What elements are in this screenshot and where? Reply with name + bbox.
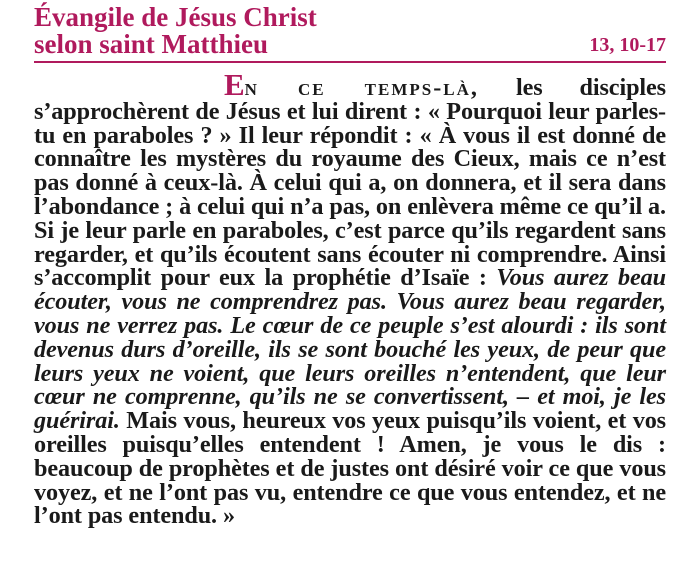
header-divider bbox=[34, 61, 666, 63]
gospel-title-line1: Évangile de Jésus Christ bbox=[34, 2, 317, 32]
gospel-passage bbox=[34, 67, 666, 530]
gospel-header bbox=[34, 4, 666, 58]
drop-cap: E bbox=[224, 67, 245, 102]
gospel-title-line2: selon saint Matthieu bbox=[34, 29, 269, 59]
isaiah-quote: Vous aurez beau écouter, vous ne comprendrez pas. Vous aurez beau regarder, vous ne verrez pas. Le cœur de ce peuple s’est alourdi : ils sont devenus durs d’oreille, ils se sont bouché les yeux, de peur que leurs yeux ne voient, que leurs oreilles n’entendent, que leur cœur ne comprenne, qu’ils ne se convertissent, – et moi, je les guérirai. bbox=[34, 264, 666, 435]
passage-text-part1: les disciples s’approchèrent de Jésus et lui dirent : « Pourquoi leur parles-tu en paraboles ? » Il leur répondit : « À vous il est donné de connaître les mystères du royaume des Cieux, mais ce n’est pas donné à ceux-là. À celui qui a, on donnera, et il sera dans l’abondance ; à celui qui n’a pas, on enlèvera même ce qu’il a. Si je leur parle en paraboles, c’est parce qu’ils regardent sans regarder, et qu’ils écoutent sans écouter ni comprendre. Ainsi s’accomplit pour eux la prophétie d’Isaïe : bbox=[34, 74, 666, 292]
passage-text-part2: Mais vous, heureux vos yeux puisqu’ils voient, et vos oreilles puisqu’elles entendent ! Amen, je vous le dis : beaucoup de prophètes et de justes ont désiré voir ce que vous voyez, et ne l’ont pas vu, entendre ce que vous entendez, et ne l’ont pas entendu. » bbox=[34, 407, 666, 530]
opening-smallcaps: n ce temps-là, bbox=[244, 74, 479, 101]
scripture-reference: 13, 10-17 bbox=[589, 34, 666, 56]
